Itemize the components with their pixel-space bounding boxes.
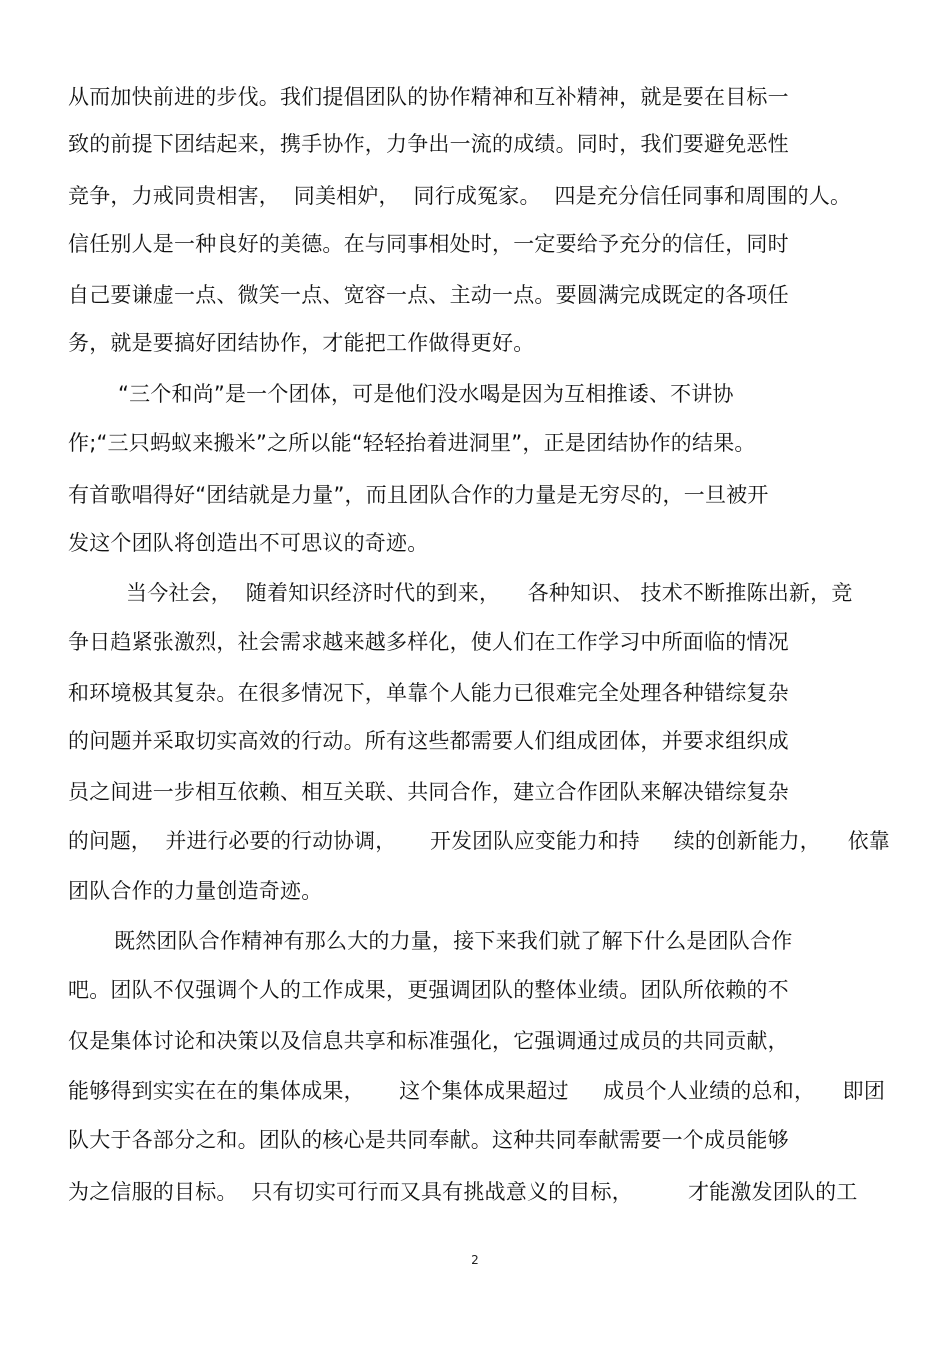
text-line: 的问题并采取切实高效的行动。所有这些都需要人们组成团体，并要求组织成 [68,729,789,753]
text-line: 作;“三只蚂蚁来搬米”之所以能“轻轻抬着进洞里”，正是团结协作的结果。 [68,431,756,455]
text-line: 致的前提下团结起来，携手协作，力争出一流的成绩。同时，我们要避免恶性 [68,132,789,156]
paragraph-first-line: 当今社会， 随着知识经济时代的到来， 各种知识、 技术不断推陈出新，竞 [126,581,853,605]
text-line: 仅是集体讨论和决策以及信息共享和标准强化，它强调通过成员的共同贡献， [68,1029,789,1053]
text-line: 争日趋紧张激烈，社会需求越来越多样化，使人们在工作学习中所面临的情况 [68,630,789,654]
page-number: 2 [471,1253,479,1267]
text-line: 员之间进一步相互依赖、相互关联、共同合作，建立合作团队来解决错综复杂 [68,780,789,804]
text-line: 队大于各部分之和。团队的核心是共同奉献。这种共同奉献需要一个成员能够 [68,1128,789,1152]
paragraph-first-line: “三个和尚”是一个团体，可是他们没水喝是因为互相推诿、不讲协 [118,382,734,406]
text-line: 为之信服的目标。 只有切实可行而又具有挑战意义的目标， 才能激发团队的工 [68,1180,858,1204]
text-line: 信任别人是一种良好的美德。在与同事相处时，一定要给予充分的信任，同时 [68,232,789,256]
text-line: 自己要谦虚一点、微笑一点、宽容一点、主动一点。要圆满完成既定的各项任 [68,283,789,307]
text-line: 发这个团队将创造出不可思议的奇迹。 [68,531,429,555]
text-line: 竞争，力戒同贵相害， 同美相妒， 同行成冤家。 四是充分信任同事和周围的人。 [68,184,852,208]
text-line: 吧。团队不仅强调个人的工作成果，更强调团队的整体业绩。团队所依赖的不 [68,978,789,1002]
text-line: 有首歌唱得好“团结就是力量”，而且团队合作的力量是无穷尽的，一旦被开 [68,483,769,507]
text-line: 能够得到实实在在的集体成果， 这个集体成果超过 成员个人业绩的总和， 即团 [68,1079,886,1103]
text-line: 的问题， 并进行必要的行动协调， 开发团队应变能力和持 续的创新能力， 依靠 [68,829,890,853]
text-line: 务，就是要搞好团结协作，才能把工作做得更好。 [68,331,535,355]
paragraph-first-line: 既然团队合作精神有那么大的力量，接下来我们就了解下什么是团队合作 [114,929,793,953]
text-line: 和环境极其复杂。在很多情况下，单靠个人能力已很难完全处理各种错综复杂 [68,681,789,705]
text-line: 团队合作的力量创造奇迹。 [68,879,323,903]
text-line: 从而加快前进的步伐。我们提倡团队的协作精神和互补精神，就是要在目标一 [68,85,789,109]
